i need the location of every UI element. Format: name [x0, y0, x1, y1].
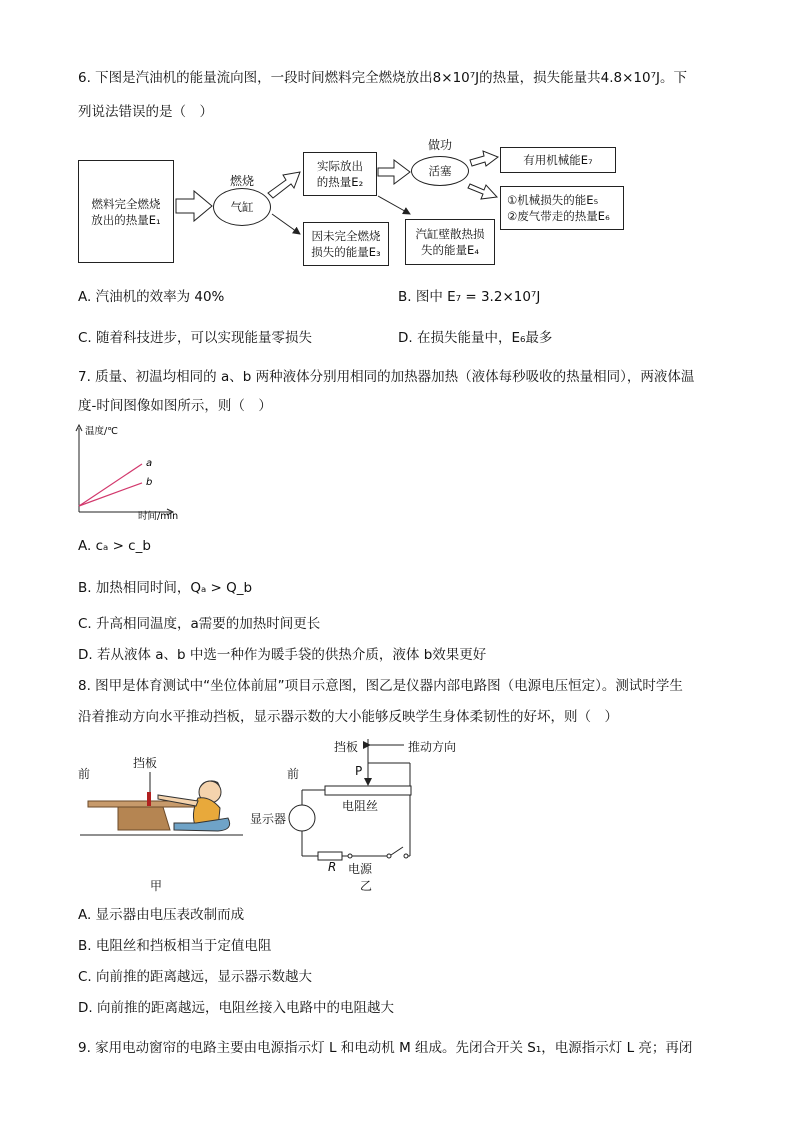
- series-label-b: b: [146, 476, 153, 488]
- switch-blade: [391, 847, 403, 855]
- actual-heat-line1: 实际放出: [317, 159, 363, 173]
- yi-board-label: 挡板: [334, 740, 359, 754]
- series-line-a: [79, 464, 142, 506]
- yi-caption: 乙: [360, 879, 373, 893]
- q8-option-a[interactable]: A. 显示器由电压表改制而成: [78, 907, 245, 923]
- wall-loss-line1: 汽缸壁散热损: [415, 227, 485, 241]
- yi-push-direction-label: 推动方向: [408, 740, 457, 754]
- yi-resistor-wire-label: 电阻丝: [342, 799, 379, 813]
- q9-stem-line1: 9. 家用电动窗帘的电路主要由电源指示灯 L 和电动机 M 组成。先闭合开关 S₁，电源指示灯 L 亮；再闭: [78, 1040, 693, 1056]
- x-axis-label: 时间/min: [138, 511, 179, 522]
- q7-option-d[interactable]: D. 若从液体 a、b 中选一种作为暖手袋的供热介质，液体 b效果更好: [78, 647, 487, 663]
- yi-source-label: 电源: [348, 862, 373, 876]
- jia-illustration: [78, 768, 248, 848]
- q8-option-c[interactable]: C. 向前推的距离越远，显示器示数越大: [78, 969, 313, 985]
- source-terminal-left: [348, 854, 352, 858]
- display-meter: [289, 805, 315, 831]
- q6-option-d[interactable]: D. 在损失能量中，E₆最多: [398, 330, 553, 346]
- yi-front-label: 前: [287, 767, 300, 781]
- q7-option-c[interactable]: C. 升高相同温度，a需要的加热时间更长: [78, 616, 321, 632]
- wall-loss-box: [405, 219, 495, 265]
- losses-line2: ②废气带走的热量E₆: [507, 209, 610, 223]
- slider-p-arrowhead: [364, 778, 372, 786]
- temperature-time-chart: [70, 422, 200, 522]
- q7-stem-line1: 7. 质量、初温均相同的 a、b 两种液体分别用相同的加热器加热（液体每秒吸收的热量相同），两液体温: [78, 369, 695, 385]
- resistor-r: [318, 852, 342, 860]
- fuel-box-line1: 燃料完全燃烧: [91, 196, 161, 211]
- q6-option-c[interactable]: C. 随着科技进步，可以实现能量零损失: [78, 330, 313, 346]
- losses-line1: ①机械损失的能E₅: [507, 193, 599, 207]
- q6-stem-line2: 列说法错误的是（ ）: [78, 104, 213, 120]
- useful-energy-box: 有用机械能E₇: [500, 147, 616, 173]
- q8-stem-line2: 沿着推动方向水平推动挡板，显示器示数的大小能够反映学生身体柔韧性的好坏，则（ ）: [78, 709, 618, 725]
- incomplete-burn-box: [303, 222, 389, 266]
- fuel-box-line2: 放出的热量E₁: [91, 212, 161, 227]
- q8-option-b[interactable]: B. 电阻丝和挡板相当于定值电阻: [78, 938, 272, 954]
- incomplete-line2: 损失的能量E₃: [311, 245, 381, 259]
- jia-board-label: 挡板: [133, 756, 158, 770]
- y-axis-label: 温度/℃: [85, 426, 118, 437]
- arrow-piston-to-useful: [470, 151, 498, 166]
- wall-loss-line2: 失的能量E₄: [421, 243, 479, 257]
- switch-terminal-right: [404, 854, 408, 858]
- arrow-heat-to-piston: [378, 160, 410, 184]
- q6-stem-line1: 6. 下图是汽油机的能量流向图，一段时间燃料完全燃烧放出8×10⁷J的热量，损失能量共4.8×10⁷J。下: [78, 70, 687, 86]
- actual-heat-box: [303, 152, 377, 196]
- q8-option-d[interactable]: D. 向前推的距离越远，电阻丝接入电路中的电阻越大: [78, 1000, 394, 1016]
- arrow-piston-to-losses: [468, 184, 497, 199]
- arrow-fuel-to-cylinder: [176, 191, 212, 221]
- cylinder-ellipse: 气缸: [213, 188, 271, 226]
- actual-heat-line2: 的热量E₂: [316, 175, 364, 189]
- yi-display-label: 显示器: [250, 812, 287, 826]
- burn-label: 燃烧: [230, 174, 255, 188]
- fuel-heat-box: [78, 160, 174, 263]
- series-label-a: a: [146, 458, 153, 469]
- push-board: [147, 792, 151, 806]
- yi-p-label: P: [355, 764, 363, 778]
- arrow-cylinder-to-incomplete: [272, 214, 300, 234]
- switch-terminal-left: [387, 854, 391, 858]
- resistor-wire: [325, 786, 411, 795]
- q7-option-b[interactable]: B. 加热相同时间，Qₐ > Q_b: [78, 580, 253, 596]
- piston-ellipse: 活塞: [411, 156, 469, 186]
- losses-box: [500, 186, 624, 230]
- q6-option-b[interactable]: B. 图中 E₇ = 3.2×10⁷J: [398, 289, 541, 305]
- work-label: 做功: [428, 138, 453, 152]
- yi-r-label: R: [328, 860, 337, 874]
- q7-stem-line2: 度-时间图像如图所示，则（ ）: [78, 398, 272, 414]
- q6-option-a[interactable]: A. 汽油机的效率为 40%: [78, 289, 225, 305]
- bench-stand: [118, 807, 170, 830]
- series-line-b: [79, 483, 142, 506]
- q8-stem-line1: 8. 图甲是体育测试中“坐位体前屈”项目示意图，图乙是仪器内部电路图（电源电压恒定）。测试时学生: [78, 678, 683, 694]
- arrow-heat-to-wall: [378, 196, 410, 214]
- q7-option-a[interactable]: A. cₐ > c_b: [78, 538, 151, 554]
- arrow-cylinder-to-heat: [268, 172, 300, 198]
- jia-front-label: 前: [78, 767, 91, 781]
- jia-caption: 甲: [150, 879, 163, 893]
- incomplete-line1: 因未完全燃烧: [311, 229, 381, 243]
